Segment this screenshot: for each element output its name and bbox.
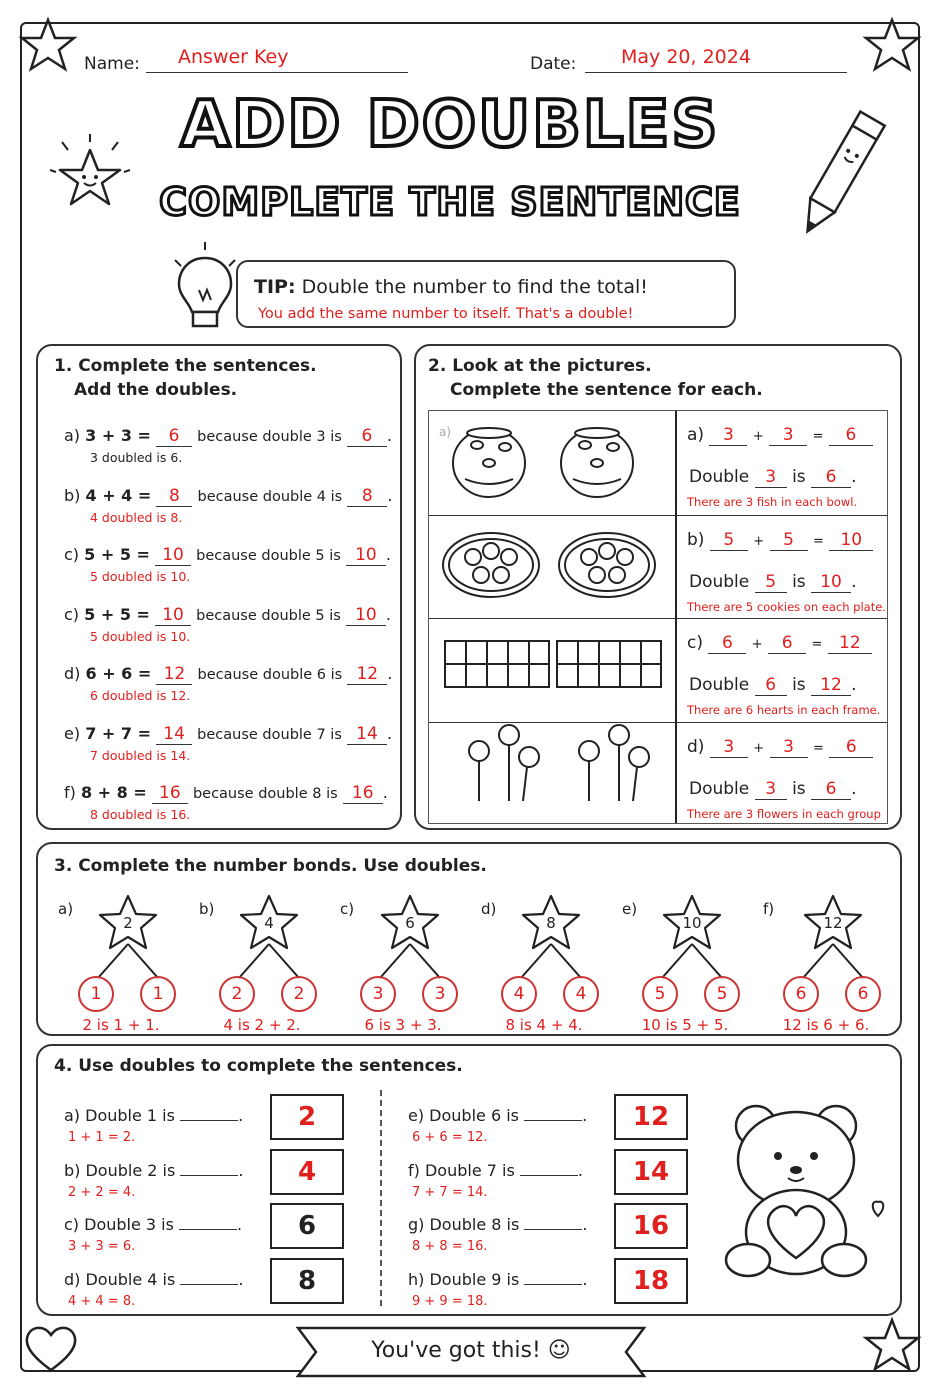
double-label: b) Double 2 is (64, 1160, 176, 1180)
picture-letter: a) (439, 425, 452, 439)
sentence-row (64, 486, 394, 536)
date-value: May 20, 2024 (621, 46, 751, 68)
bond-sentence: 2 is 1 + 1. (82, 1016, 160, 1034)
answer-box[interactable]: 12 (614, 1094, 688, 1140)
answer-blank[interactable]: 6 (768, 633, 806, 654)
bond-letter: c) (340, 900, 355, 918)
answer-blank[interactable]: 16 (152, 783, 188, 804)
equation: 3 + 3 = (85, 426, 151, 445)
answer-blank[interactable] (520, 1175, 578, 1176)
row-letter: a) (64, 426, 81, 445)
bond-part-left[interactable]: 4 (501, 976, 537, 1012)
bond-whole: 2 (123, 914, 133, 932)
answer-blank[interactable]: 14 (156, 724, 192, 745)
double-line: Double 3 is 6 . (689, 467, 857, 487)
bond-whole: 6 (405, 914, 415, 932)
answer-box[interactable]: 14 (614, 1149, 688, 1195)
section-1-heading: 1. Complete the sentences. (54, 356, 317, 376)
answer-box[interactable]: 2 (270, 1094, 344, 1140)
double-line: Double 3 is 6 . (689, 778, 857, 799)
answer-box[interactable]: 6 (270, 1203, 344, 1249)
sentence-row (64, 724, 394, 774)
answer-blank[interactable]: 3 (710, 737, 748, 758)
equals-sign: = (812, 740, 824, 756)
because-text: because double 3 is (197, 429, 342, 445)
answer-blank[interactable]: 3 (770, 737, 808, 758)
row-letter: a) (687, 425, 705, 445)
equation: 6 + 6 = (85, 664, 152, 683)
equation: 4 + 4 = (85, 485, 152, 505)
answer-blank[interactable]: 6 (829, 425, 873, 446)
bond-letter: d) (481, 900, 497, 918)
double-word: Double (689, 467, 750, 487)
sentence-line: a) 3 + 3 = 6 because double 3 is 6 . (64, 426, 393, 446)
bond-sentence: 4 is 2 + 2. (223, 1016, 301, 1034)
answer-box[interactable]: 4 (270, 1149, 344, 1195)
sentence-note: 6 doubled is 12. (90, 688, 191, 703)
plus-sign: + (751, 637, 763, 652)
sentence-note: 7 doubled is 14. (90, 747, 191, 763)
row-letter: b) (64, 485, 81, 505)
number-bond (620, 894, 750, 1034)
answer-blank[interactable]: 6 (829, 737, 873, 758)
footer-text: You've got this! ☺ (371, 1338, 571, 1363)
cookie-plate-icon (443, 533, 655, 597)
answer-blank[interactable]: 10 (155, 545, 191, 566)
answer-box[interactable]: 16 (614, 1203, 688, 1249)
section-1 (36, 344, 402, 830)
picture-note: There are 3 flowers in each group (687, 806, 881, 821)
double-note: 7 + 7 = 14. (412, 1184, 488, 1200)
row-letter: e) (64, 723, 81, 743)
answer-blank[interactable]: 12 (811, 675, 851, 696)
sentence-line: f) 8 + 8 = 16 because double 8 is 16 . (64, 783, 388, 803)
bond-whole: 4 (264, 914, 274, 932)
bond-part-right[interactable]: 1 (140, 976, 176, 1012)
bond-part-right[interactable]: 3 (422, 976, 458, 1012)
date-field[interactable] (585, 46, 847, 73)
section-4-heading: 4. Use doubles to complete the sentences. (54, 1056, 463, 1076)
double-line: e) Double 6 is . (408, 1106, 588, 1125)
plus-sign: + (752, 429, 764, 444)
tip-box (236, 260, 736, 328)
double-line: Double 6 is 12 . (689, 675, 857, 695)
answer-blank[interactable]: 8 (156, 486, 192, 507)
answer-blank[interactable]: 6 (708, 633, 746, 654)
equation: 5 + 5 = (84, 604, 150, 624)
answer-blank[interactable]: 6 (811, 467, 851, 488)
answer-blank[interactable] (180, 1175, 238, 1176)
answer-blank[interactable]: 8 (347, 486, 387, 507)
answer-blank[interactable]: 6 (755, 675, 787, 696)
answer-blank[interactable]: 6 (347, 426, 387, 447)
row-letter: b) (687, 529, 705, 550)
because-text: because double 4 is (197, 488, 343, 505)
equals-sign: = (811, 637, 823, 652)
equals-sign: = (812, 429, 824, 444)
answer-blank[interactable]: 10 (346, 605, 386, 626)
sentence-line: d) 6 + 6 = 12 because double 6 is 12 . (64, 664, 393, 684)
lightbulb-icon (165, 240, 245, 335)
row-letter: c) (64, 545, 80, 564)
answer-blank[interactable]: 12 (828, 633, 872, 654)
bond-part-left[interactable]: 6 (783, 976, 819, 1012)
double-word: Double (689, 675, 750, 695)
equation: 5 + 5 = (84, 545, 150, 564)
bond-sentence: 12 is 6 + 6. (782, 1016, 870, 1034)
answer-box[interactable]: 18 (614, 1258, 688, 1304)
name-field[interactable] (146, 46, 408, 73)
because-text: because double 5 is (196, 548, 341, 564)
equation: 8 + 8 = (80, 783, 147, 802)
number-bond (338, 894, 468, 1034)
bond-part-left[interactable]: 2 (219, 976, 255, 1012)
answer-blank[interactable]: 3 (755, 779, 787, 800)
answer-box[interactable]: 8 (270, 1258, 344, 1304)
sentence-note: 5 doubled is 10. (90, 628, 191, 644)
sentence-note: 3 doubled is 6. (90, 450, 183, 465)
flower-icon (469, 725, 649, 801)
row-letter: c) (687, 633, 703, 653)
bond-sentence: 8 is 4 + 4. (505, 1016, 583, 1034)
bond-whole: 12 (823, 914, 843, 932)
bond-part-left[interactable]: 1 (78, 976, 114, 1012)
picture-illustrations (429, 411, 675, 825)
because-text: because double 7 is (197, 726, 342, 743)
number-bond (761, 894, 891, 1034)
date-label: Date: (530, 54, 577, 74)
answer-blank[interactable]: 3 (769, 425, 807, 446)
section-2-subheading: Complete the sentence for each. (450, 380, 763, 400)
name-label: Name: (84, 54, 140, 74)
fishbowl-icon (453, 428, 633, 497)
bond-part-right[interactable]: 5 (704, 976, 740, 1012)
picture-note: There are 6 hearts in each frame. (687, 703, 881, 717)
star-icon (18, 16, 78, 76)
equation: 7 + 7 = (85, 723, 151, 743)
double-note: 3 + 3 = 6. (68, 1239, 136, 1254)
answer-blank[interactable]: 3 (709, 425, 747, 446)
bond-part-right[interactable]: 6 (845, 976, 881, 1012)
row-letter: d) (687, 736, 705, 757)
sentence-note: 5 doubled is 10. (90, 569, 191, 584)
answer-blank[interactable]: 6 (156, 426, 192, 447)
is-word: is (792, 675, 806, 695)
answer-blank[interactable]: 12 (347, 664, 387, 685)
bond-letter: e) (622, 900, 638, 918)
sentence-line: e) 7 + 7 = 14 because double 7 is 14 . (64, 723, 393, 744)
is-word: is (792, 571, 806, 592)
name-value: Answer Key (178, 46, 289, 68)
plus-sign: + (753, 533, 765, 549)
answer-blank[interactable] (524, 1120, 582, 1121)
page-title: ADD DOUBLES (180, 88, 720, 162)
divider (380, 1090, 382, 1306)
number-bond (197, 894, 327, 1034)
answer-blank[interactable]: 5 (710, 530, 748, 551)
row-letter: d) (64, 664, 81, 683)
sentence-note: 8 doubled is 16. (90, 807, 191, 822)
sentence-row (64, 783, 394, 833)
is-word: is (792, 467, 806, 487)
double-label: e) Double 6 is (408, 1106, 519, 1125)
tip-text: Double the number to find the total! (301, 276, 648, 298)
sentence-row (64, 605, 394, 655)
addition-line (687, 633, 872, 654)
addition-line (687, 737, 873, 758)
picture-note: There are 3 fish in each bowl. (687, 495, 858, 509)
bond-part-right[interactable]: 2 (281, 976, 317, 1012)
answer-blank[interactable]: 10 (346, 545, 386, 566)
section-3-heading: 3. Complete the number bonds. Use doubles. (54, 856, 487, 876)
because-text: because double 5 is (196, 607, 341, 624)
bond-part-left[interactable]: 3 (360, 976, 396, 1012)
section-2-heading: 2. Look at the pictures. (428, 356, 652, 376)
bond-whole: 10 (682, 914, 702, 932)
sentence-line: c) 5 + 5 = 10 because double 5 is 10 . (64, 604, 392, 625)
ten-frame-icon (445, 641, 661, 687)
addition-line (687, 530, 873, 551)
answer-blank[interactable] (524, 1229, 582, 1230)
sentence-line: b) 4 + 4 = 8 because double 4 is 8 . (64, 485, 393, 506)
double-label: d) Double 4 is (64, 1269, 176, 1289)
heart-icon (22, 1322, 80, 1374)
double-note: 8 + 8 = 16. (412, 1239, 488, 1254)
bond-whole: 8 (546, 914, 556, 932)
bond-letter: a) (58, 900, 74, 918)
because-text: because double 8 is (192, 786, 338, 802)
double-line: a) Double 1 is . (64, 1106, 244, 1125)
section-4 (36, 1044, 902, 1316)
pencil-icon (790, 100, 890, 250)
section-1-subheading: Add the doubles. (74, 380, 238, 400)
answer-blank[interactable] (180, 1284, 238, 1285)
answer-blank[interactable] (180, 1120, 238, 1121)
double-label: c) Double 3 is (64, 1215, 174, 1234)
double-line: f) Double 7 is . (408, 1160, 583, 1180)
double-note: 4 + 4 = 8. (68, 1293, 136, 1309)
plus-sign: + (753, 740, 765, 756)
section-3 (36, 842, 902, 1036)
bond-letter: f) (763, 900, 775, 918)
teddy-bear-icon (708, 1096, 898, 1286)
sentence-row (64, 545, 394, 595)
double-line: g) Double 8 is . (408, 1215, 588, 1234)
double-word: Double (689, 778, 750, 799)
answer-blank[interactable]: 3 (755, 467, 787, 488)
answer-blank[interactable]: 10 (811, 572, 851, 593)
equals-sign: = (812, 533, 824, 549)
star-icon (862, 16, 922, 76)
bond-part-right[interactable]: 4 (563, 976, 599, 1012)
double-note: 6 + 6 = 12. (412, 1130, 488, 1145)
answer-blank[interactable]: 12 (156, 664, 192, 685)
answer-blank[interactable] (179, 1229, 237, 1230)
double-line: d) Double 4 is . (64, 1269, 244, 1289)
bond-sentence: 10 is 5 + 5. (641, 1016, 729, 1034)
bond-sentence: 6 is 3 + 3. (364, 1016, 442, 1034)
answer-blank[interactable]: 10 (155, 605, 191, 626)
row-letter: f) (64, 783, 76, 802)
bond-part-left[interactable]: 5 (642, 976, 678, 1012)
answer-blank[interactable]: 5 (770, 530, 808, 551)
tip-subtext: You add the same number to itself. That's a double! (258, 306, 634, 322)
row-letter: c) (64, 604, 80, 624)
is-word: is (792, 778, 806, 799)
smiling-star-icon (40, 130, 140, 230)
double-line: b) Double 2 is . (64, 1160, 244, 1180)
sentence-line: c) 5 + 5 = 10 because double 5 is 10 . (64, 545, 392, 565)
answer-blank[interactable]: 10 (829, 530, 873, 551)
answer-blank[interactable]: 5 (755, 572, 787, 593)
sentence-row (64, 664, 394, 714)
star-icon (862, 1316, 922, 1376)
tip-label: TIP: (254, 276, 296, 298)
answer-blank[interactable]: 6 (811, 779, 851, 800)
answer-blank[interactable]: 14 (347, 724, 387, 745)
double-note: 2 + 2 = 4. (68, 1184, 136, 1200)
answer-blank[interactable]: 16 (343, 783, 383, 804)
double-label: g) Double 8 is (408, 1215, 520, 1234)
page-subtitle: COMPLETE THE SENTENCE (159, 180, 741, 224)
double-line: Double 5 is 10 . (689, 571, 857, 592)
answer-blank[interactable] (524, 1284, 582, 1285)
sentence-note: 4 doubled is 8. (90, 509, 183, 525)
number-bond (479, 894, 609, 1034)
addition-line (687, 425, 873, 446)
double-label: f) Double 7 is (408, 1160, 515, 1180)
number-bond (56, 894, 186, 1034)
picture-grid (428, 410, 888, 824)
double-line: c) Double 3 is . (64, 1215, 243, 1234)
picture-note: There are 5 cookies on each plate. (687, 599, 886, 614)
double-note: 9 + 9 = 18. (412, 1293, 488, 1309)
double-word: Double (689, 571, 750, 592)
double-label: h) Double 9 is (408, 1269, 520, 1289)
section-2 (414, 344, 902, 830)
double-label: a) Double 1 is (64, 1106, 175, 1125)
double-line: h) Double 9 is . (408, 1269, 588, 1289)
sentence-row (64, 426, 394, 476)
bond-letter: b) (199, 900, 215, 918)
because-text: because double 6 is (197, 667, 343, 683)
double-note: 1 + 1 = 2. (68, 1130, 136, 1145)
